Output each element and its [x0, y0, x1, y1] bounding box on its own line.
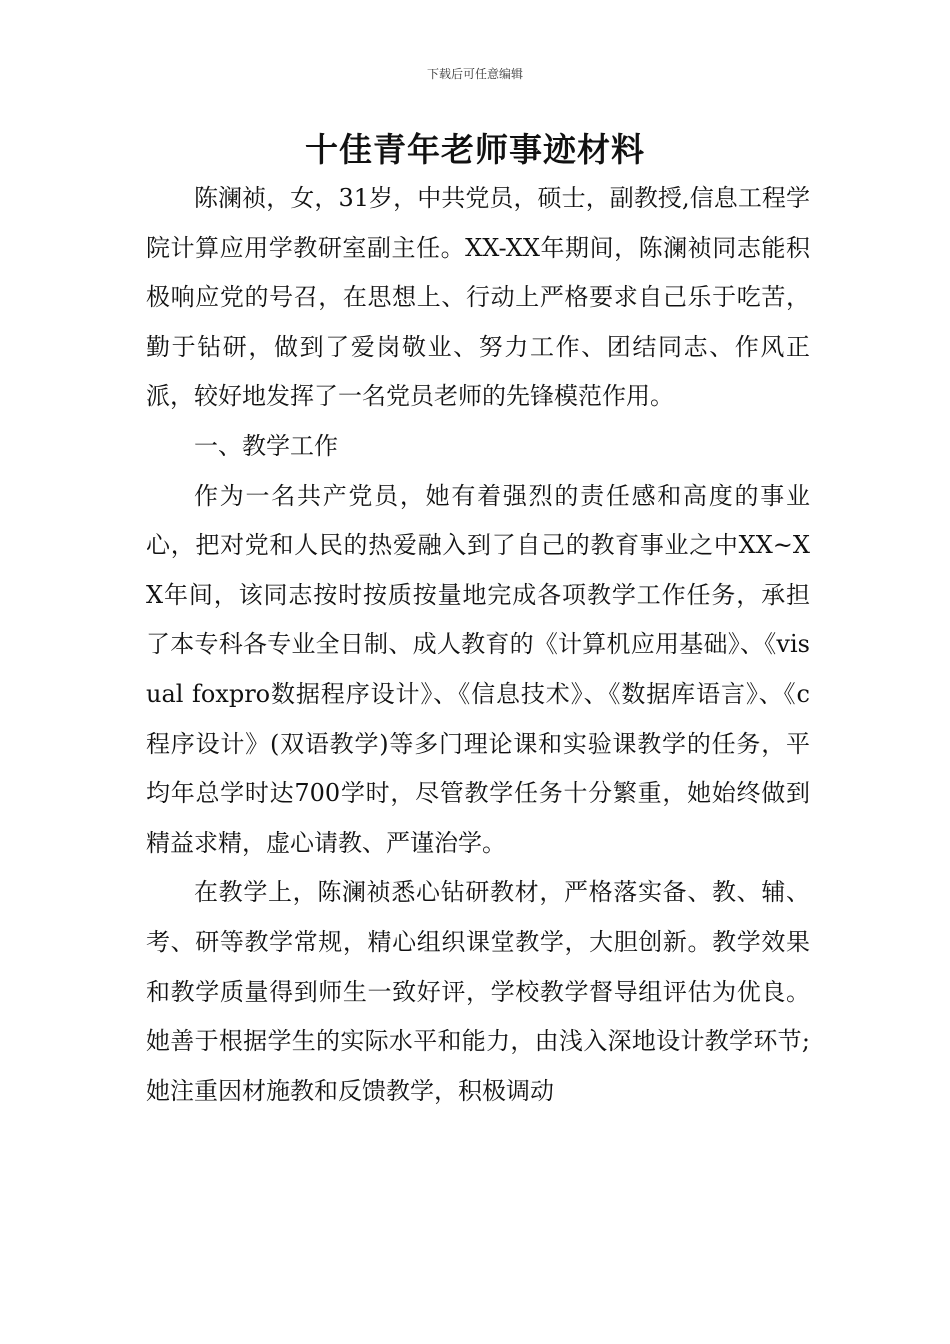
paragraph-teaching-methods: 在教学上，陈澜祯悉心钻研教材，严格落实备、教、辅、考、研等教学常规，精心组织课堂教学，大胆创新。教学效果和教学质量得到师生一致好评，学校教学督导组评估为优良。她善于根据学生的实际水平和能力，由浅入深地设计教学环节;她注重因材施教和反馈教学，积极调动: [146, 878, 810, 1105]
section-heading-teaching: 一、教学工作: [194, 431, 338, 460]
page-header-note: 下载后可任意编辑: [426, 67, 523, 81]
document-body: [146, 174, 810, 1116]
paragraph-intro: 陈澜祯，女，31岁，中共党员，硕士，副教授,信息工程学院计算应用学教研室副主任。XX-XX年期间，陈澜祯同志能积极响应党的号召，在思想上、行动上严格要求自己乐于吃苦，勤于钻研，做到了爱岗敬业、努力工作、团结同志、作风正派，较好地发挥了一名党员老师的先锋模范作用。: [146, 184, 810, 411]
document-title: 十佳青年老师事迹材料: [305, 130, 645, 169]
paragraph-teaching-duties: 作为一名共产党员，她有着强烈的责任感和高度的事业心，把对党和人民的热爱融入到了自己的教育事业之中XX~XX年间，该同志按时按质按量地完成各项教学工作任务，承担了本专科各专业全日制、成人教育的《计算机应用基础》、《visual foxpro数据程序设计》、《信息技术》、《数据库语言》、《c程序设计》(双语教学)等多门理论课和实验课教学的任务，平均年总学时达700学时，尽管教学任务十分繁重，她始终做到精益求精，虚心请教、严谨治学。: [146, 481, 810, 857]
